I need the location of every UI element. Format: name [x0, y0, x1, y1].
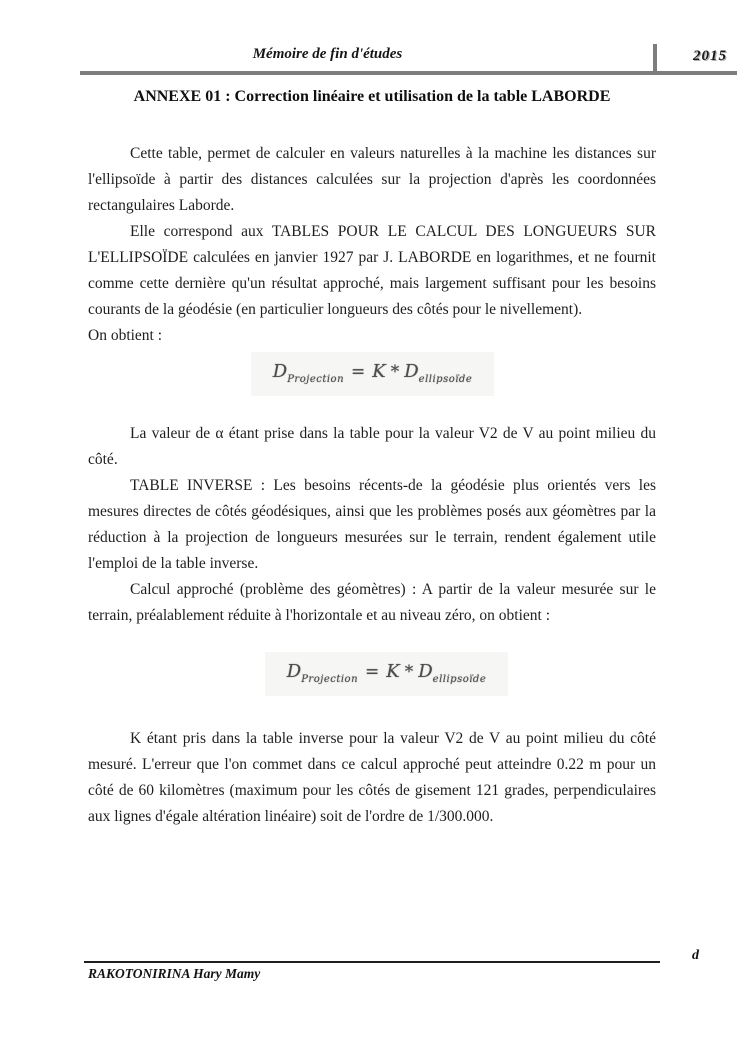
header-year: 2015	[693, 48, 727, 64]
paragraph-calcul-approche: Calcul approché (problème des géomètres) : A partir de la valeur mesurée sur le terrain, préalablement réduite à l'horizontale et au niveau zéro, on obtient :	[88, 581, 656, 624]
formula-k-symbol: K	[386, 661, 400, 682]
formula-lhs-symbol: D	[272, 361, 288, 382]
formula-rhs-symbol: D	[404, 361, 419, 382]
body-block-2	[88, 421, 656, 629]
paragraph-tables: Elle correspond aux TABLES POUR LE CALCUL DES LONGUEURS SUR L'ELLIPSOÏDE calculées en janvier 1927 par J. LABORDE en logarithmes, et ne fournit comme cette dernière qu'un résultat approché, mais largement suffisant pour les besoins courants de la géodésie (en particulier longueurs des côtés pour le nivellement).	[88, 223, 656, 318]
equals-sign: =	[351, 362, 366, 382]
body-block-1	[88, 141, 656, 349]
formula-image	[251, 352, 495, 396]
paragraph-valeur-alpha: La valeur de α étant prise dans la table pour la valeur V2 de V au point milieu du côté.	[88, 425, 656, 468]
header-title: Mémoire de fin d'études	[252, 46, 403, 62]
paragraph-on-obtient: On obtient :	[88, 327, 163, 344]
body-block-3	[88, 726, 656, 830]
page-letter: d	[692, 948, 699, 963]
multiplication-star: *	[404, 662, 414, 682]
formula-rhs-symbol: D	[418, 661, 433, 682]
formula-lhs-subscript: Projection	[287, 374, 345, 385]
equals-sign: =	[365, 662, 380, 682]
header-rule	[80, 71, 737, 75]
formula-lhs-subscript: Projection	[301, 674, 359, 685]
formula-lhs-symbol: D	[286, 661, 302, 682]
footer-rule	[84, 961, 660, 963]
formula-k-symbol: K	[372, 361, 386, 382]
paragraph-intro: Cette table, permet de calculer en valeurs naturelles à la machine les distances sur l'ellipsoïde à partir des distances calculées sur la projection d'après les coordonnées rectangulaires Laborde.	[88, 145, 656, 214]
formula-image	[265, 652, 509, 696]
paragraph-table-inverse: TABLE INVERSE : Les besoins récents-de la géodésie plus orientés vers les mesures directes de côtés géodésiques, ainsi que les problèmes posés aux géomètres par la réduction à la projection de longueurs mesurées sur le terrain, rendent également utile l'emploi de la table inverse.	[88, 477, 656, 572]
multiplication-star: *	[390, 362, 400, 382]
formula-rhs-subscript: ellipsoïde	[432, 674, 487, 685]
paragraph-k-etant-pris: K étant pris dans la table inverse pour la valeur V2 de V au point milieu du côté mesuré. L'erreur que l'on commet dans ce calcul approché peut atteindre 0.22 m pour un côté de 60 kilomètres (maximum pour les côtés de gisement 121 grades, perpendiculaires aux lignes d'égale altération linéaire) soit de l'ordre de 1/300.000.	[88, 730, 656, 825]
formula-projection-2	[0, 652, 745, 696]
footer-author: RAKOTONIRINA Hary Mamy	[88, 966, 261, 981]
annex-title: ANNEXE 01 : Correction linéaire et utilisation de la table LABORDE	[133, 88, 611, 105]
formula-rhs-subscript: ellipsoïde	[418, 374, 473, 385]
formula-projection-1	[0, 352, 745, 396]
